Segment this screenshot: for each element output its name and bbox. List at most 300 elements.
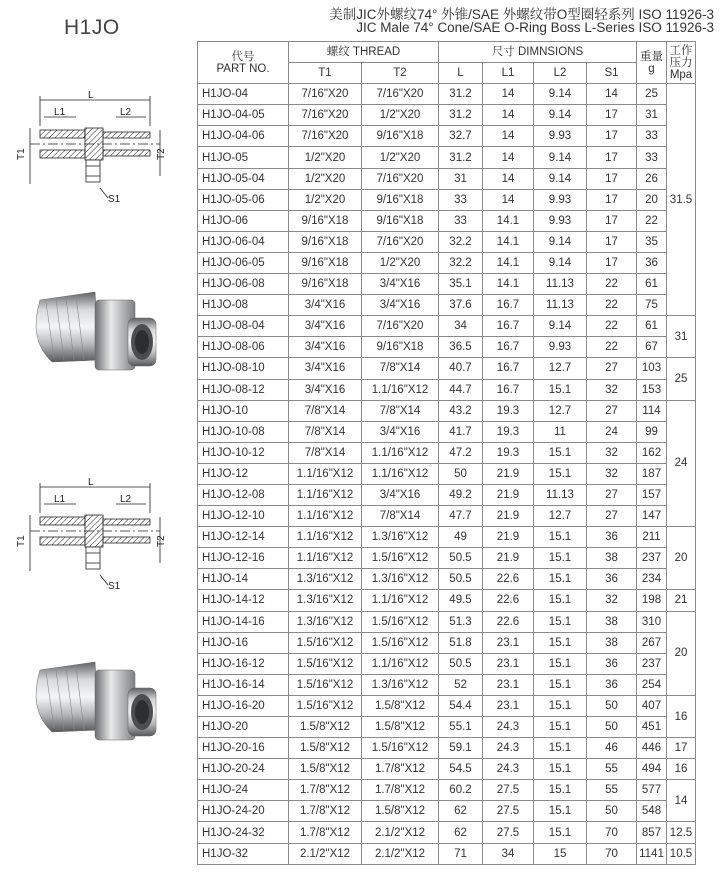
cell-thread-t2: 1.5/16"X12 [362, 611, 439, 632]
cell-part-no: H1JO-14-16 [198, 611, 289, 632]
cell-dim-s1: 27 [587, 484, 637, 505]
table-row [198, 780, 696, 801]
cell-part-no: H1JO-20-24 [198, 759, 289, 780]
cell-dim-s1: 24 [587, 421, 637, 442]
cell-weight: 75 [637, 295, 667, 316]
cell-weight: 494 [637, 759, 667, 780]
cell-dim-l2: 15.1 [534, 674, 587, 695]
cell-dim-s1: 32 [587, 379, 637, 400]
col-weight-unit: g [648, 62, 655, 75]
cell-dim-l2: 9.14 [534, 84, 587, 105]
table-row [198, 316, 696, 337]
cell-dim-l: 44.7 [439, 379, 483, 400]
cell-part-no: H1JO-04-05 [198, 105, 289, 126]
cell-dim-s1: 22 [587, 274, 637, 295]
product-photo-1 [36, 292, 156, 370]
cell-part-no: H1JO-14-12 [198, 590, 289, 611]
cell-weight: 36 [637, 252, 667, 273]
cell-part-no: H1JO-08-12 [198, 379, 289, 400]
cell-dim-l1: 19.3 [483, 442, 534, 463]
cell-dim-l: 32.7 [439, 126, 483, 147]
cell-dim-l: 51.3 [439, 611, 483, 632]
cell-weight: 31 [637, 105, 667, 126]
cell-dim-s1: 17 [587, 210, 637, 231]
cell-weight: 1141 [637, 843, 667, 864]
cell-dim-s1: 55 [587, 759, 637, 780]
cell-thread-t1: 3/4"X16 [289, 379, 362, 400]
cell-part-no: H1JO-05-04 [198, 168, 289, 189]
cell-dim-l2: 15.1 [534, 759, 587, 780]
cell-dim-l: 47.7 [439, 506, 483, 527]
cell-dim-l: 33 [439, 189, 483, 210]
dim-l1-label: L1 [54, 107, 66, 118]
cell-dim-l1: 21.9 [483, 527, 534, 548]
cell-dim-l2: 12.7 [534, 506, 587, 527]
cell-dim-l: 32.2 [439, 231, 483, 252]
cell-dim-l: 31 [439, 168, 483, 189]
cell-dim-l: 54.4 [439, 695, 483, 716]
cell-dim-s1: 50 [587, 695, 637, 716]
cell-dim-l2: 15.1 [534, 738, 587, 759]
cell-weight: 310 [637, 611, 667, 632]
col-weight [637, 42, 667, 84]
cell-weight: 35 [637, 231, 667, 252]
cell-pressure: 25 [667, 358, 696, 400]
cell-dim-l2: 15.1 [534, 822, 587, 843]
cell-dim-l1: 27.5 [483, 822, 534, 843]
cell-weight: 67 [637, 337, 667, 358]
col-weight-cn: 重量 [640, 50, 663, 63]
cell-dim-l2: 9.93 [534, 126, 587, 147]
cell-thread-t1: 1/2"X20 [289, 147, 362, 168]
dim-t2-label-2: T2 [156, 535, 167, 547]
cell-weight: 446 [637, 738, 667, 759]
table-row [198, 611, 696, 632]
cell-dim-l1: 24.3 [483, 717, 534, 738]
cell-dim-l2: 15.1 [534, 801, 587, 822]
table-row [198, 548, 696, 569]
cell-dim-s1: 22 [587, 337, 637, 358]
table-row [198, 358, 696, 379]
cell-thread-t1: 1.5/16"X12 [289, 632, 362, 653]
cell-weight: 267 [637, 632, 667, 653]
table-row [198, 168, 696, 189]
cell-part-no: H1JO-10-12 [198, 442, 289, 463]
cell-dim-l2: 11.13 [534, 274, 587, 295]
cell-part-no: H1JO-08-10 [198, 358, 289, 379]
cell-dim-l1: 14 [483, 84, 534, 105]
cell-dim-s1: 36 [587, 653, 637, 674]
cell-dim-l1: 16.7 [483, 316, 534, 337]
cell-pressure: 16 [667, 759, 696, 780]
cell-dim-l1: 14.1 [483, 210, 534, 231]
table-row [198, 337, 696, 358]
cell-thread-t1: 1.3/16"X12 [289, 590, 362, 611]
cell-dim-s1: 17 [587, 126, 637, 147]
cell-thread-t2: 1.7/8"X12 [362, 780, 439, 801]
cell-part-no: H1JO-06-08 [198, 274, 289, 295]
cell-dim-l: 50.5 [439, 569, 483, 590]
table-row [198, 231, 696, 252]
table-row [198, 738, 696, 759]
cell-dim-l2: 15.1 [534, 379, 587, 400]
dim-l-label-2: L [88, 477, 94, 488]
cell-dim-l: 62 [439, 801, 483, 822]
cell-thread-t1: 1.5/16"X12 [289, 674, 362, 695]
col-thread: 螺纹 THREAD [289, 42, 439, 63]
cell-dim-l: 36.5 [439, 337, 483, 358]
cell-dim-l1: 14 [483, 105, 534, 126]
table-row [198, 421, 696, 442]
cell-pressure: 12.5 [667, 822, 696, 843]
cell-dim-l: 50.5 [439, 653, 483, 674]
cell-dim-l1: 16.7 [483, 295, 534, 316]
table-row [198, 442, 696, 463]
cell-dim-l1: 27.5 [483, 801, 534, 822]
cell-dim-s1: 38 [587, 548, 637, 569]
cell-thread-t1: 2.1/2"X12 [289, 843, 362, 864]
cell-dim-l: 35.1 [439, 274, 483, 295]
cell-thread-t1: 7/16"X20 [289, 105, 362, 126]
cell-dim-s1: 38 [587, 632, 637, 653]
table-row [198, 126, 696, 147]
cell-dim-l: 50 [439, 463, 483, 484]
cell-dim-l: 71 [439, 843, 483, 864]
cell-part-no: H1JO-06-04 [198, 231, 289, 252]
cell-dim-l1: 14.1 [483, 231, 534, 252]
cell-weight: 237 [637, 653, 667, 674]
cell-thread-t1: 1.1/16"X12 [289, 527, 362, 548]
col-t1: T1 [289, 63, 362, 84]
col-pressure-cn: 工作压力 [669, 44, 693, 69]
cell-dim-s1: 14 [587, 84, 637, 105]
cell-thread-t1: 1.7/8"X12 [289, 780, 362, 801]
cell-thread-t1: 9/16"X18 [289, 231, 362, 252]
cell-part-no: H1JO-24-20 [198, 801, 289, 822]
cell-dim-l2: 15.1 [534, 569, 587, 590]
cell-thread-t2: 7/8"X14 [362, 358, 439, 379]
cell-dim-l1: 23.1 [483, 695, 534, 716]
title-english: JIC Male 74° Cone/SAE O-Ring Boss L-Series ISO 11926-3 [356, 20, 714, 35]
cell-dim-l2: 15.1 [534, 548, 587, 569]
table-row [198, 506, 696, 527]
cell-thread-t2: 1.1/16"X12 [362, 590, 439, 611]
cell-dim-s1: 17 [587, 147, 637, 168]
cell-thread-t2: 3/4"X16 [362, 274, 439, 295]
cell-dim-s1: 32 [587, 442, 637, 463]
table-row [198, 379, 696, 400]
cell-dim-l2: 15.1 [534, 695, 587, 716]
spec-table-body [198, 84, 696, 864]
cell-thread-t2: 7/8"X14 [362, 400, 439, 421]
cell-part-no: H1JO-12-08 [198, 484, 289, 505]
col-l2: L2 [534, 63, 587, 84]
cell-thread-t1: 1.1/16"X12 [289, 548, 362, 569]
cell-thread-t2: 1.3/16"X12 [362, 527, 439, 548]
cell-dim-l1: 23.1 [483, 632, 534, 653]
cell-thread-t1: 9/16"X18 [289, 274, 362, 295]
cell-thread-t2: 1.7/8"X12 [362, 759, 439, 780]
cell-dim-l1: 22.6 [483, 611, 534, 632]
cell-weight: 153 [637, 379, 667, 400]
cell-dim-l2: 11.13 [534, 295, 587, 316]
cell-thread-t1: 7/16"X20 [289, 126, 362, 147]
cell-thread-t1: 7/16"X20 [289, 84, 362, 105]
dim-s1-label: S1 [108, 194, 121, 205]
product-illustrations [0, 40, 195, 885]
cell-weight: 234 [637, 569, 667, 590]
table-row [198, 801, 696, 822]
cell-dim-l2: 9.14 [534, 252, 587, 273]
table-row [198, 822, 696, 843]
col-part-no-cn: 代号 [231, 50, 255, 63]
cell-thread-t2: 2.1/2"X12 [362, 843, 439, 864]
cell-dim-l: 37.6 [439, 295, 483, 316]
cell-dim-l: 51.8 [439, 632, 483, 653]
table-row [198, 189, 696, 210]
cell-dim-s1: 17 [587, 231, 637, 252]
cell-thread-t2: 1/2"X20 [362, 147, 439, 168]
cell-dim-l: 31.2 [439, 105, 483, 126]
cell-dim-l1: 16.7 [483, 358, 534, 379]
cell-thread-t1: 1.5/8"X12 [289, 759, 362, 780]
cell-thread-t1: 3/4"X16 [289, 358, 362, 379]
technical-drawing-1 [16, 90, 167, 205]
cell-dim-l: 62 [439, 822, 483, 843]
dim-t1-label-2: T1 [16, 535, 27, 547]
cell-dim-l1: 14 [483, 189, 534, 210]
cell-part-no: H1JO-12-16 [198, 548, 289, 569]
cell-weight: 211 [637, 527, 667, 548]
table-row [198, 527, 696, 548]
cell-pressure: 20 [667, 611, 696, 695]
cell-thread-t2: 7/16"X20 [362, 84, 439, 105]
cell-thread-t1: 1.5/8"X12 [289, 717, 362, 738]
cell-dim-l1: 24.3 [483, 738, 534, 759]
cell-weight: 114 [637, 400, 667, 421]
table-row [198, 674, 696, 695]
dim-t2-label: T2 [156, 148, 167, 160]
cell-thread-t1: 1.7/8"X12 [289, 822, 362, 843]
cell-thread-t1: 7/8"X14 [289, 442, 362, 463]
cell-dim-l: 43.2 [439, 400, 483, 421]
cell-part-no: H1JO-12-14 [198, 527, 289, 548]
cell-dim-l1: 21.9 [483, 548, 534, 569]
cell-pressure: 16 [667, 695, 696, 737]
cell-dim-l: 32.2 [439, 252, 483, 273]
cell-weight: 61 [637, 274, 667, 295]
cell-dim-l1: 19.3 [483, 400, 534, 421]
cell-dim-s1: 22 [587, 295, 637, 316]
cell-thread-t2: 1.5/8"X12 [362, 695, 439, 716]
cell-thread-t2: 3/4"X16 [362, 484, 439, 505]
dim-l-label: L [88, 90, 94, 101]
cell-thread-t1: 3/4"X16 [289, 295, 362, 316]
cell-part-no: H1JO-16-12 [198, 653, 289, 674]
cell-thread-t2: 7/16"X20 [362, 231, 439, 252]
cell-dim-l1: 27.5 [483, 780, 534, 801]
cell-dim-l2: 12.7 [534, 358, 587, 379]
cell-thread-t2: 1.1/16"X12 [362, 379, 439, 400]
cell-dim-s1: 36 [587, 674, 637, 695]
cell-dim-s1: 46 [587, 738, 637, 759]
cell-weight: 254 [637, 674, 667, 695]
cell-dim-l: 59.1 [439, 738, 483, 759]
cell-dim-l1: 14 [483, 147, 534, 168]
cell-part-no: H1JO-20 [198, 717, 289, 738]
cell-weight: 857 [637, 822, 667, 843]
cell-dim-l: 49.2 [439, 484, 483, 505]
cell-dim-l: 49 [439, 527, 483, 548]
cell-thread-t1: 1.5/16"X12 [289, 653, 362, 674]
cell-part-no: H1JO-04-06 [198, 126, 289, 147]
cell-weight: 99 [637, 421, 667, 442]
cell-thread-t1: 1.5/16"X12 [289, 695, 362, 716]
cell-dim-l1: 23.1 [483, 674, 534, 695]
table-row [198, 400, 696, 421]
dim-l2-label-2: L2 [120, 494, 132, 505]
cell-thread-t1: 1.3/16"X12 [289, 611, 362, 632]
table-row [198, 147, 696, 168]
cell-dim-l1: 14.1 [483, 252, 534, 273]
cell-dim-l2: 15.1 [534, 527, 587, 548]
cell-thread-t2: 1.5/16"X12 [362, 548, 439, 569]
col-t2: T2 [362, 63, 439, 84]
table-row [198, 274, 696, 295]
col-s1: S1 [587, 63, 637, 84]
cell-dim-l2: 15.1 [534, 611, 587, 632]
cell-part-no: H1JO-12 [198, 463, 289, 484]
col-pressure [667, 42, 696, 84]
cell-thread-t2: 1.5/16"X12 [362, 632, 439, 653]
cell-thread-t1: 1/2"X20 [289, 189, 362, 210]
cell-thread-t2: 7/16"X20 [362, 168, 439, 189]
cell-weight: 162 [637, 442, 667, 463]
cell-weight: 26 [637, 168, 667, 189]
col-pressure-unit: Mpa [669, 68, 693, 81]
cell-part-no: H1JO-08-06 [198, 337, 289, 358]
cell-dim-s1: 36 [587, 527, 637, 548]
table-row [198, 569, 696, 590]
col-l1: L1 [483, 63, 534, 84]
cell-weight: 103 [637, 358, 667, 379]
cell-weight: 20 [637, 189, 667, 210]
cell-dim-l2: 15.1 [534, 717, 587, 738]
cell-dim-l: 40.7 [439, 358, 483, 379]
cell-weight: 33 [637, 147, 667, 168]
cell-part-no: H1JO-20-16 [198, 738, 289, 759]
cell-thread-t1: 1.1/16"X12 [289, 506, 362, 527]
cell-part-no: H1JO-16-20 [198, 695, 289, 716]
cell-dim-s1: 17 [587, 168, 637, 189]
cell-dim-l2: 9.14 [534, 316, 587, 337]
cell-dim-s1: 27 [587, 506, 637, 527]
cell-thread-t1: 9/16"X18 [289, 252, 362, 273]
cell-dim-s1: 36 [587, 569, 637, 590]
cell-dim-l: 33 [439, 210, 483, 231]
cell-dim-l1: 21.9 [483, 506, 534, 527]
cell-part-no: H1JO-16 [198, 632, 289, 653]
cell-dim-l2: 9.14 [534, 231, 587, 252]
cell-weight: 22 [637, 210, 667, 231]
cell-thread-t2: 9/16"X18 [362, 126, 439, 147]
cell-weight: 451 [637, 717, 667, 738]
dim-l1-label-2: L1 [54, 494, 66, 505]
cell-dim-l1: 16.7 [483, 337, 534, 358]
table-row [198, 295, 696, 316]
cell-pressure: 31.5 [667, 84, 696, 316]
cell-dim-s1: 17 [587, 252, 637, 273]
cell-part-no: H1JO-08-04 [198, 316, 289, 337]
cell-dim-l1: 19.3 [483, 421, 534, 442]
cell-part-no: H1JO-16-14 [198, 674, 289, 695]
cell-dim-l2: 12.7 [534, 400, 587, 421]
cell-dim-l: 49.5 [439, 590, 483, 611]
cell-dim-l2: 15.1 [534, 653, 587, 674]
cell-part-no: H1JO-32 [198, 843, 289, 864]
cell-dim-l: 41.7 [439, 421, 483, 442]
cell-pressure: 21 [667, 590, 696, 611]
col-dimensions: 尺寸 DIMNSIONS [439, 42, 637, 63]
cell-dim-l2: 9.14 [534, 168, 587, 189]
cell-dim-s1: 50 [587, 801, 637, 822]
table-row [198, 84, 696, 105]
cell-dim-s1: 50 [587, 717, 637, 738]
cell-dim-l2: 15.1 [534, 590, 587, 611]
spec-table [197, 41, 696, 865]
cell-thread-t1: 1.3/16"X12 [289, 569, 362, 590]
cell-thread-t1: 3/4"X16 [289, 337, 362, 358]
cell-dim-l1: 14 [483, 126, 534, 147]
cell-dim-l: 31.2 [439, 147, 483, 168]
cell-dim-s1: 27 [587, 358, 637, 379]
cell-pressure: 24 [667, 400, 696, 527]
cell-dim-l: 31.2 [439, 84, 483, 105]
cell-dim-l2: 11.13 [534, 484, 587, 505]
cell-thread-t1: 1.1/16"X12 [289, 463, 362, 484]
cell-thread-t2: 1.3/16"X12 [362, 674, 439, 695]
cell-dim-l: 54.5 [439, 759, 483, 780]
cell-thread-t2: 1.3/16"X12 [362, 569, 439, 590]
cell-dim-l2: 9.93 [534, 189, 587, 210]
cell-dim-l1: 22.6 [483, 590, 534, 611]
cell-part-no: H1JO-14 [198, 569, 289, 590]
cell-dim-l: 60.2 [439, 780, 483, 801]
cell-part-no: H1JO-08 [198, 295, 289, 316]
col-part-no [198, 42, 289, 84]
cell-thread-t1: 1.1/16"X12 [289, 484, 362, 505]
table-row [198, 590, 696, 611]
cell-thread-t2: 1.5/8"X12 [362, 717, 439, 738]
cell-weight: 33 [637, 126, 667, 147]
table-row [198, 210, 696, 231]
product-photo-2 [36, 662, 156, 740]
cell-part-no: H1JO-10-08 [198, 421, 289, 442]
col-part-no-en: PART NO. [216, 62, 270, 75]
cell-dim-l: 50.5 [439, 548, 483, 569]
cell-dim-l: 47.2 [439, 442, 483, 463]
cell-dim-l1: 24.3 [483, 759, 534, 780]
product-code: H1JO [64, 16, 120, 39]
cell-pressure: 17 [667, 738, 696, 759]
cell-dim-l2: 11 [534, 421, 587, 442]
cell-dim-l1: 14 [483, 168, 534, 189]
cell-dim-l1: 22.6 [483, 569, 534, 590]
cell-dim-l1: 23.1 [483, 653, 534, 674]
cell-weight: 157 [637, 484, 667, 505]
cell-thread-t1: 1/2"X20 [289, 168, 362, 189]
cell-pressure: 14 [667, 780, 696, 822]
